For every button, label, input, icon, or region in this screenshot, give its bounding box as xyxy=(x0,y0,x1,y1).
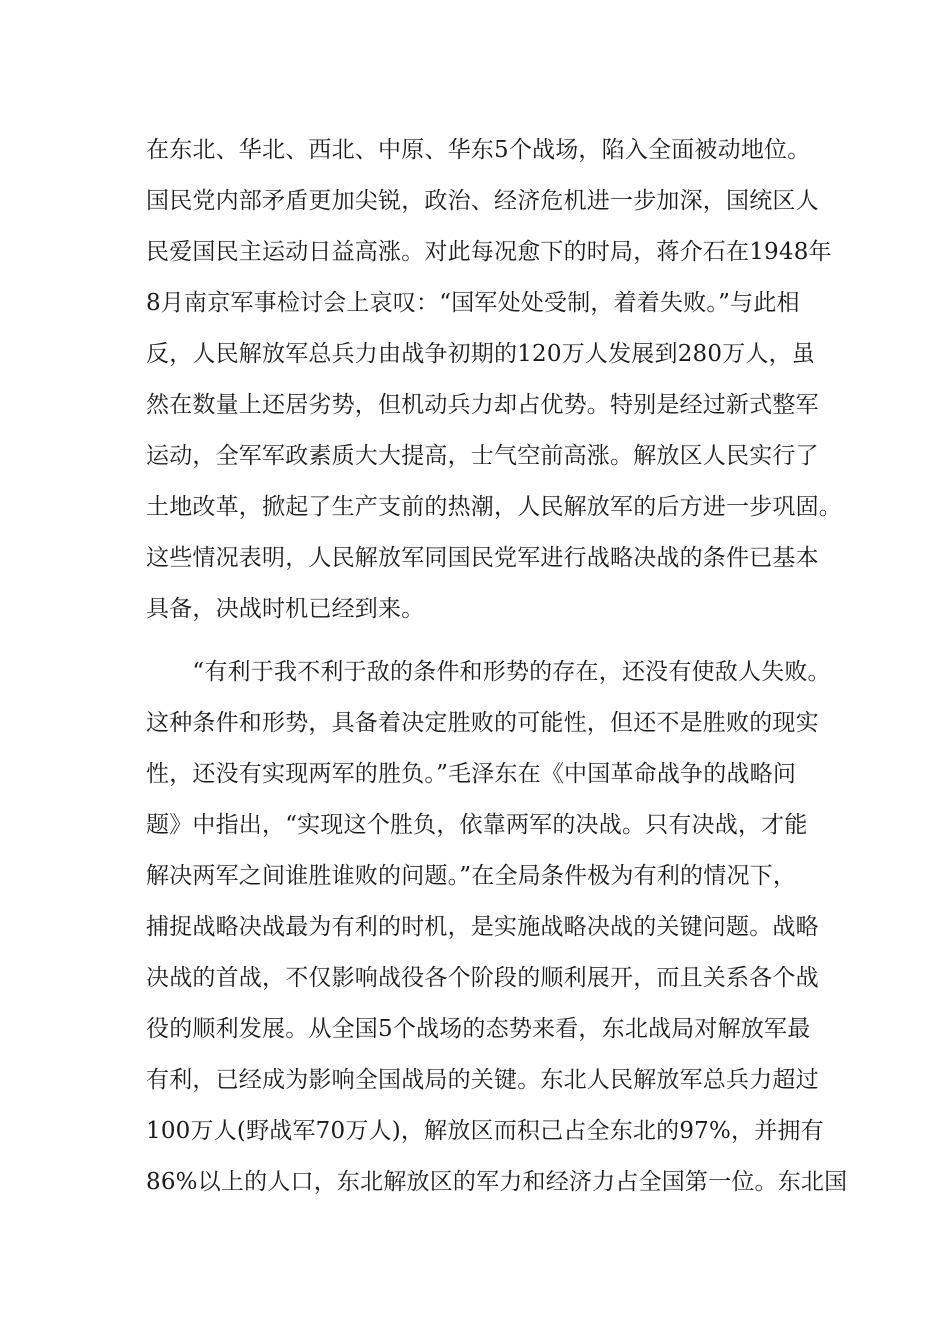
text-line: 民爱国民主运动日益高涨。对此每况愈下的时局，蒋介石在1948年 xyxy=(146,239,832,265)
text-line: 这些情况表明，人民解放军同国民党军进行战略决战的条件已基本 xyxy=(146,545,819,571)
text-line: 然在数量上还居劣势，但机动兵力却占优势。特别是经过新式整军 xyxy=(146,392,819,418)
text-line: 在东北、华北、西北、中原、华东5个战场，陷入全面被动地位。 xyxy=(146,137,811,163)
text-line: 有利，已经成为影响全国战局的关键。东北人民解放军总兵力超过 xyxy=(146,1067,819,1093)
text-line: 具备，决战时机已经到来。 xyxy=(146,596,425,622)
text-line: 这种条件和形势，具备着决定胜败的可能性，但还不是胜败的现实 xyxy=(146,710,819,736)
text-line: 运动，全军军政素质大大提高，士气空前高涨。解放区人民实行了 xyxy=(146,443,819,469)
text-line: 役的顺利发展。从全国5个战场的态势来看，东北战局对解放军最 xyxy=(146,1016,811,1042)
text-line: 决战的首战，不仅影响战役各个阶段的顺利展开，而且关系各个战 xyxy=(146,965,819,991)
text-line: 86%以上的人口，东北解放区的军力和经济力占全国第一位。东北国 xyxy=(146,1169,848,1195)
text-line: 解决两军之间谁胜谁败的问题。”在全局条件极为有利的情况下， xyxy=(146,863,797,889)
text-line: 土地改革，掀起了生产支前的热潮，人民解放军的后方进一步巩固。 xyxy=(146,494,842,520)
text-line: 100万人(野战军70万人)，解放区而积己占全东北的97%，并拥有 xyxy=(146,1118,824,1144)
text-line: 捕捉战略决战最为有利的时机，是实施战略决战的关键问题。战略 xyxy=(146,914,819,940)
paragraph-2 xyxy=(146,647,848,1208)
text-line: 性，还没有实现两军的胜负。”毛泽东在《中国革命战争的战略问 xyxy=(146,761,797,787)
text-line: 反，人民解放军总兵力由战争初期的120万人发展到280万人，虽 xyxy=(146,341,815,367)
text-line: 国民党内部矛盾更加尖锐，政治、经济危机进一步加深，国统区人 xyxy=(146,188,819,214)
text-line: 题》中指出，“实现这个胜负，依靠两军的决战。只有决战，才能 xyxy=(146,812,808,838)
text-line: “有利于我不利于敌的条件和形势的存在，还没有使敌人失败。 xyxy=(146,659,831,685)
paragraph-1 xyxy=(146,125,842,635)
text-line: 8月南京军事检讨会上哀叹：“国军处处受制，着着失败。”与此相 xyxy=(146,290,800,316)
